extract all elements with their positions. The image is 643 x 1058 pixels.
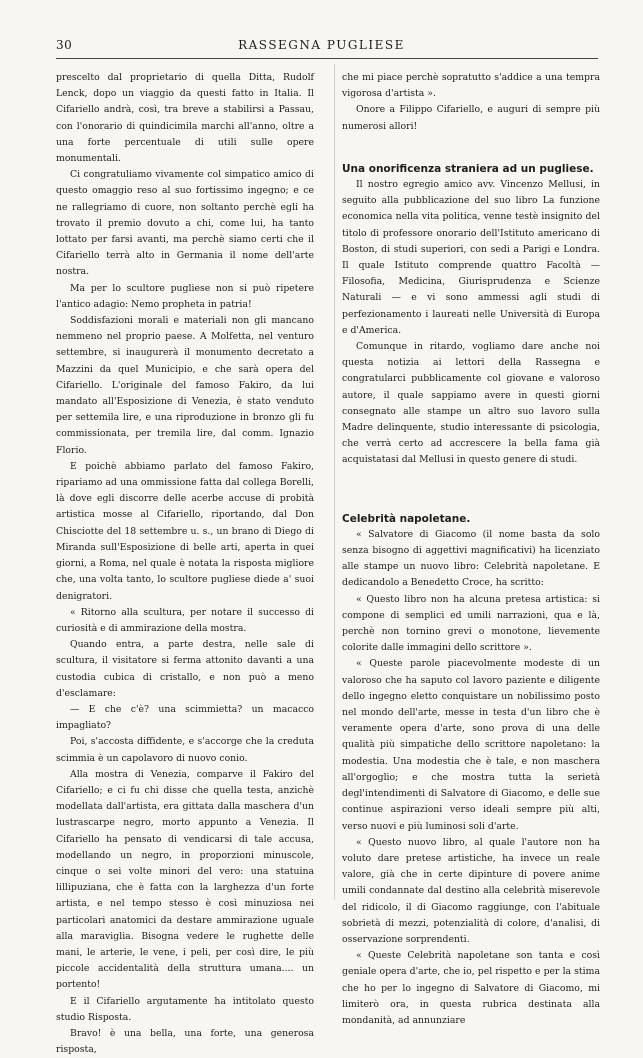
page-number: 30 <box>56 38 73 52</box>
paragraph: Il nostro egregio amico avv. Vincenzo Mellusi, in seguito alla pubblicazione del suo libro La funzione economica nella vita politica, venne testè insignito del titolo di professore onorario dell'Istituto americano di Boston, di studi superiori, con sedi a Parigi e Londra. Il quale Istituto comprende quattro Facoltà — Filosofia, Medicina, Giurisprudenza e Scienze Naturali — e vi sono ammessi agli studi di perfezionamento i laureati nelle Università di Europa e d'America. <box>342 179 600 336</box>
section-heading: Una onorificenza straniera ad un pugliese. <box>342 162 594 175</box>
paragraph: « Questo libro non ha alcuna pretesa artistica: si compone di semplici ed umili narrazioni, qua e là, perchè non tornino grevi o monotone, lievemente colorite dalle immagini dello scrittore ». <box>342 593 600 654</box>
paragraph: « Queste Celebrità napoletane son tanta e così geniale opera d'arte, che io, pel rispetto e per la stima che ho per lo ingegno di Salvatore di Giacomo, mi limiterò ora, in questa rubrica destinata alla mondanità, ad annunziare <box>342 950 600 1026</box>
section-heading: Celebrità napoletane. <box>342 512 471 525</box>
header-rule <box>56 58 598 59</box>
paragraph: « Ritorno alla scultura, per notare il successo di curiosità e di ammirazione della mostra. <box>56 606 314 634</box>
left-column <box>56 70 314 1058</box>
right-column <box>342 70 600 1029</box>
paragraph: Ma per lo scultore pugliese non si può ripetere l'antico adagio: Nemo propheta in patria! <box>56 282 314 310</box>
paragraph: Onore a Filippo Cifariello, e auguri di sempre più numerosi allori! <box>342 104 600 132</box>
paragraph: Soddisfazioni morali e materiali non gli mancano nemmeno nel proprio paese. A Molfetta, nel venturo settembre, si inaugurerà il monumento decretato a Mazzini da quel Municipio, e che sarà opera del Cifariello. L'originale del famoso Fakiro, da lui mandato all'Esposizione di Venezia, è stato venduto per settemila lire, e una riproduzione in bronzo gli fu commissionata, per tremila lire, dal comm. Ignazio Florio. <box>56 315 314 456</box>
paragraph: Comunque in ritardo, vogliamo dare anche noi questa notizia ai lettori della Rassegna e congratularci pubblicamente col giovane e valoroso autore, il quale sappiamo avere in questi giorni consegnato alle stampe un altro suo lavoro sulla Madre delinquente, studio interessante di psicologia, che verrà certo ad accrescere la bella fama già acquistatasi dal Mellusi in questo genere di studi. <box>342 341 600 466</box>
paragraph: Bravo! è una bella, una forte, una generosa risposta, <box>56 1027 314 1056</box>
paragraph: E poichè abbiamo parlato del famoso Fakiro, ripariamo ad una ommissione fatta dal collega Borelli, là dove egli discorre delle acerbe accuse di probità artistica mosse al Cifariello, riportando, dal Don Chisciotte del 18 settembre u. s., un brano di Diego di Miranda sull'Esposizione di belle arti, aperta in quei giorni, a Roma, nel quale è notata la risposta migliore che, una volta tanto, lo scultore pugliese diede a' suoi denigratori. <box>56 460 314 602</box>
paragraph: E il Cifariello argutamente ha intitolato questo studio Risposta. <box>56 995 314 1023</box>
paragraph: prescelto dal proprietario di quella Ditta, Rudolf Lenck, dopo un viaggio da questi fatto in Italia. Il Cifariello andrà, così, tra breve a stabilirsi a Passau, con l'onorario di quindicimila marchi all'anno, oltre a una forte percentuale di utili sulle opere monumentali. <box>56 72 314 165</box>
page-header <box>0 0 643 58</box>
paragraph: « Questo nuovo libro, al quale l'autore non ha voluto dare pretese artistiche, ha invece un reale valore, già che in certe dipinture di povere anime umili condannate dal destino alla celebrità miserevole del ridicolo, il di Giacomo raggiunge, con l'abituale sobrietà di mezzi, potenzialità di colore, d'analisi, di osservazione sorprendenti. <box>342 836 600 945</box>
paragraph: Poi, s'accosta diffidente, e s'accorge che la creduta scimmia è un capolavoro di nuovo conio. <box>56 736 314 764</box>
running-title: RASSEGNA PUGLIESE <box>238 38 405 52</box>
column-divider <box>334 64 335 900</box>
paragraph: « Salvatore di Giacomo (il nome basta da solo senza bisogno di aggettivi magnificativi) ha licenziato alle stampe un nuovo libro: Celebrità napoletane. E dedicandolo a Benedetto Croce, ha scritto: <box>342 528 600 589</box>
paragraph: Alla mostra di Venezia, comparve il Fakiro del Cifariello; e ci fu chi disse che quella testa, anzichè modellata dall'artista, era gittata dalla maschera d'un lustrascarpe negro, morto appunto a Venezia. Il Cifariello ha pensato di vendicarsi di tale accusa, modellando un negro, in proporzioni minuscole, cinque o sei volte minori del vero: una statuina lillipuziana, che è fatta con la larghezza d'un forte artista, e nel tempo stesso è così minuziosa nei particolari anatomici da destare ammirazione uguale alla maraviglia. Bisogna vedere le rughette delle mani, le arterie, le vene, i peli, per così dire, le più piccole accidentalità della struttura umana.... un portento! <box>56 768 314 991</box>
paragraph: che mi piace perchè sopratutto s'addice a una tempra vigorosa d'artista ». <box>342 72 600 100</box>
paragraph: « Queste parole piacevolmente modeste di un valoroso che ha saputo col lavoro paziente e diligente dello ingegno eletto conquistare un nobilissimo posto nel mondo dell'arte, messe in testa d'un libro che è veramente opera d'arte, sono prova di una delle qualità più simpatiche dello scrittore napoletano: la modestia. Una modestia che è tale, e non maschera all'orgoglio; e che mostra tutta la serietà degl'intendimenti di Salvatore di Giacomo, e delle sue continue aspirazioni verso ideali sempre più alti, verso nuovi e più luminosi soli d'arte. <box>342 658 600 832</box>
paragraph: Ci congratuliamo vivamente col simpatico amico di questo omaggio reso al suo fortissimo ingegno; e ce ne rallegriamo di cuore, non soltanto perchè egli ha trovato il premio dovuto a chi, come lui, ha tanto lottato per farsi avanti, ma perchè siamo certi che il Cifariello terrà alto in Germania il nome dell'arte nostra. <box>56 169 314 278</box>
paragraph: Quando entra, a parte destra, nelle sale di scultura, il visitatore si ferma attonito davanti a una custodia cubica di cristallo, e non può a meno d'esclamare: <box>56 639 314 699</box>
paragraph: — E che c'è? una scimmietta? un macacco impagliato? <box>56 703 314 732</box>
